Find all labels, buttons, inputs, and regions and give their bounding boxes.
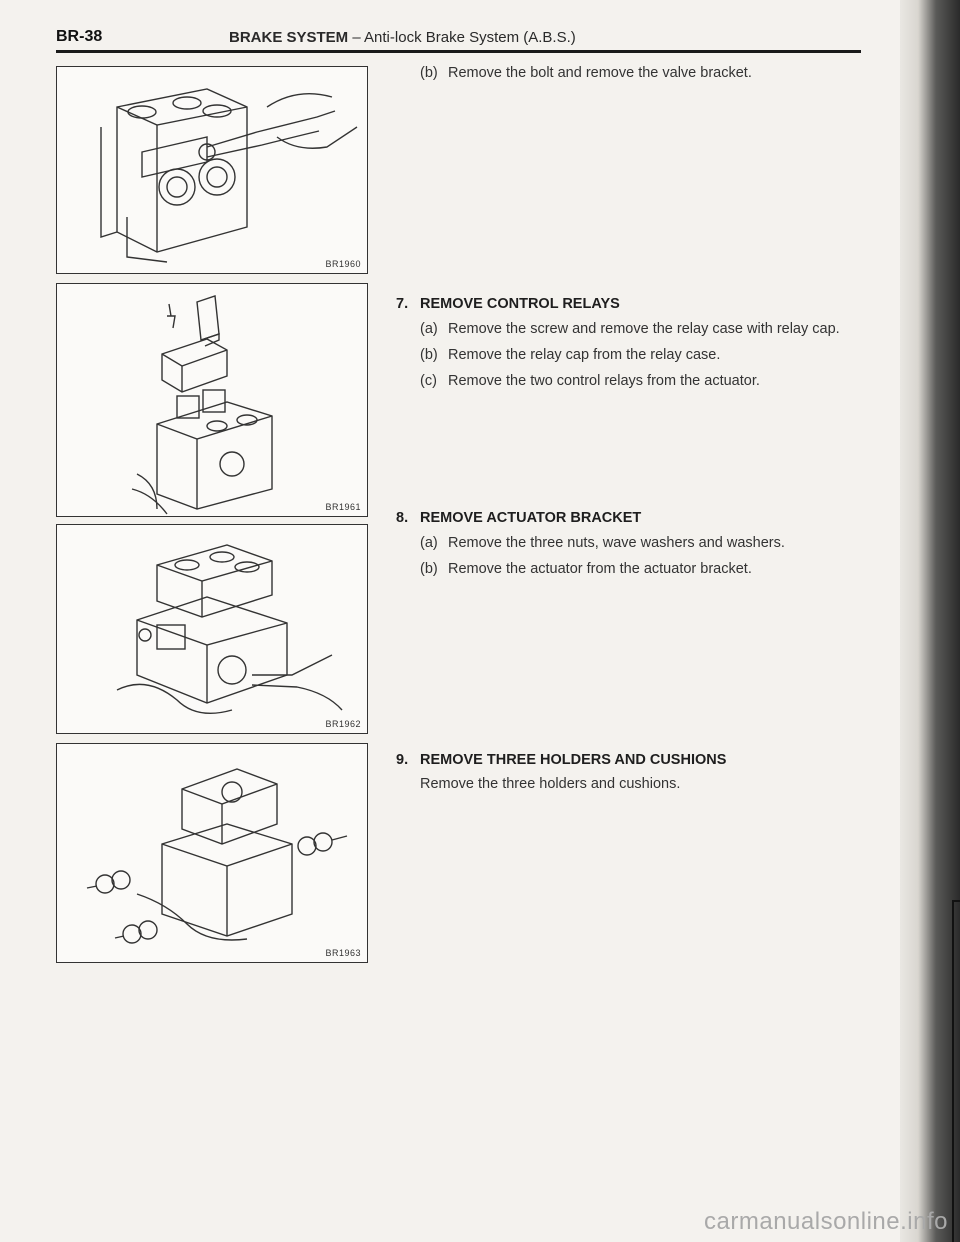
sub-step-text: Remove the actuator from the actuator bracket. [448,561,752,577]
sub-step [396,372,876,390]
figure-code: BR1960 [325,259,361,269]
step-number: 8. [396,510,409,526]
page-code: BR-38 [56,28,103,45]
sub-step-label: (c) [420,373,437,389]
header-rule [56,50,861,53]
illustration-actuator-bracket [57,525,367,733]
step-heading [396,752,876,768]
illustration-control-relays [57,284,367,516]
page-binding-edge [900,0,960,1242]
figure-valve-bracket [56,66,368,274]
watermark: carmanualsonline.info [704,1208,948,1235]
sub-step-label: (b) [420,347,438,363]
step-8 [396,510,876,578]
sub-step-text: Remove the screw and remove the relay case with relay cap. [448,321,840,337]
figure-code: BR1962 [325,719,361,729]
step-9 [396,752,876,792]
figure-holders-cushions [56,743,368,963]
step-title: REMOVE THREE HOLDERS AND CUSHIONS [420,752,727,768]
illustration-holders-cushions [57,744,367,962]
sub-step [396,534,876,552]
step-number: 7. [396,296,409,312]
sub-step-label: (b) [420,561,438,577]
header-title [229,29,576,46]
step-number: 9. [396,752,409,768]
step-heading [396,510,876,526]
sub-step [396,346,876,364]
sub-step [396,64,876,82]
sub-step [396,320,876,338]
section-title: BRAKE SYSTEM [229,29,349,46]
figure-actuator-bracket [56,524,368,734]
step-6-continued [396,64,876,82]
sub-step-label: (a) [420,321,438,337]
figure-control-relays [56,283,368,517]
sub-step-label: (b) [420,65,438,81]
step-heading [396,296,876,312]
figure-code: BR1963 [325,948,361,958]
sub-step-text: Remove the bolt and remove the valve bracket. [448,65,752,81]
sub-step-text: Remove the relay cap from the relay case. [448,347,721,363]
illustration-valve-bracket [57,67,367,273]
step-title: REMOVE ACTUATOR BRACKET [420,510,642,526]
page-header [56,28,861,54]
sub-step-text: Remove the three nuts, wave washers and washers. [448,535,785,551]
step-7 [396,296,876,390]
step-title: REMOVE CONTROL RELAYS [420,296,620,312]
sub-step [396,560,876,578]
binding-marks [952,900,960,1242]
step-text: Remove the three holders and cushions. [420,776,681,792]
subsection-title: Anti-lock Brake System (A.B.S.) [364,29,576,46]
sub-step-label: (a) [420,535,438,551]
title-separator: – [352,29,361,46]
figure-code: BR1961 [325,502,361,512]
sub-step-text: Remove the two control relays from the actuator. [448,373,760,389]
